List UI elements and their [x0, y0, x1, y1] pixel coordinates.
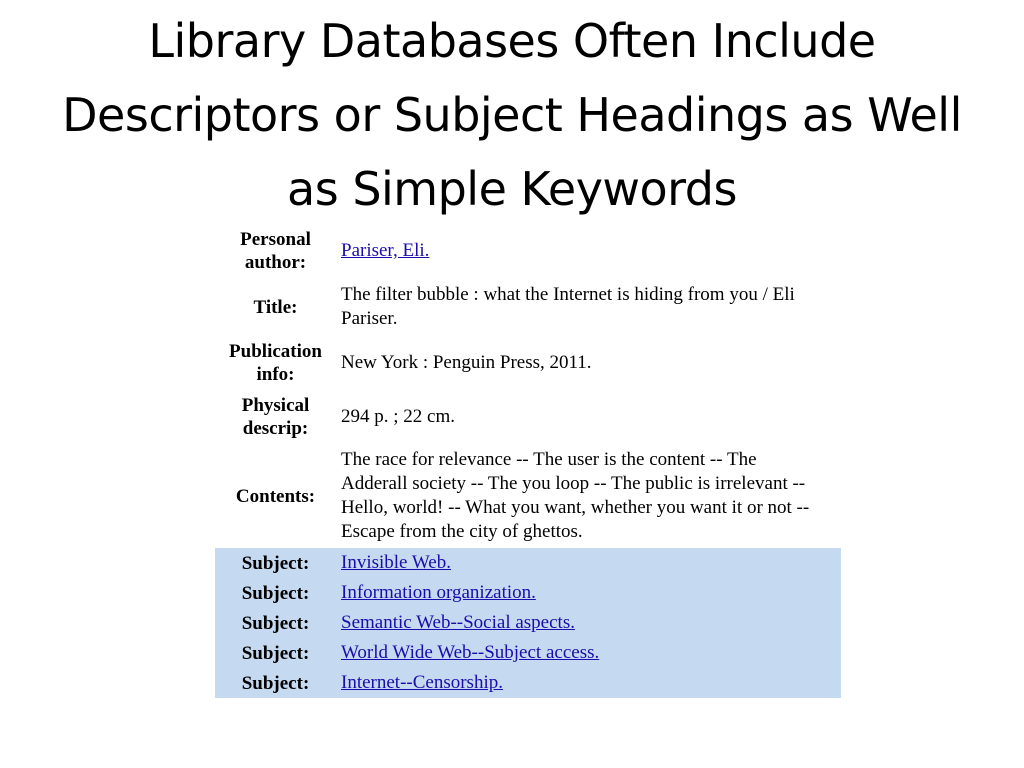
subject-link-internet-censorship[interactable]: Internet--Censorship. — [341, 672, 503, 693]
contents-value: The race for relevance -- The user is the content -- The Adderall society -- The you loop -- The public is irrelevant -- Hello, world! -- What you want, whether you want it or not -- Escape from the city of ghettos. — [341, 449, 810, 542]
contents-label: Contents: — [235, 485, 316, 507]
subject-link-semantic-web[interactable]: Semantic Web--Social aspects. — [341, 612, 575, 633]
catalog-record-table — [215, 224, 841, 698]
record-row-physical-descrip — [215, 390, 841, 444]
subject-label: Subject: — [215, 638, 336, 668]
subject-link-information-organization[interactable]: Information organization. — [341, 582, 536, 603]
title-value: The filter bubble : what the Internet is hiding from you / Eli Pariser. — [341, 284, 795, 329]
publication-info-label: Publication info: — [229, 341, 322, 385]
physical-descrip-label: Physical descrip: — [241, 395, 310, 439]
subject-label: Subject: — [215, 548, 336, 578]
record-row-personal-author — [215, 224, 841, 278]
subject-row — [215, 668, 841, 698]
record-row-title — [215, 278, 841, 336]
title-label: Title: — [253, 296, 298, 318]
subject-label: Subject: — [215, 578, 336, 608]
personal-author-label: Personal author: — [240, 229, 311, 273]
subject-label: Subject: — [215, 668, 336, 698]
subject-row — [215, 578, 841, 608]
personal-author-link[interactable]: Pariser, Eli. — [341, 240, 430, 261]
subject-row — [215, 608, 841, 638]
physical-descrip-value: 294 p. ; 22 cm. — [341, 406, 455, 427]
subject-row — [215, 638, 841, 668]
subject-link-world-wide-web[interactable]: World Wide Web--Subject access. — [341, 642, 600, 663]
publication-info-value: New York : Penguin Press, 2011. — [341, 352, 592, 373]
record-row-contents — [215, 444, 841, 548]
subject-label: Subject: — [215, 608, 336, 638]
slide-title: Library Databases Often Include Descriptors or Subject Headings as Well as Simple Keywords — [62, 14, 962, 216]
subject-link-invisible-web[interactable]: Invisible Web. — [341, 552, 451, 573]
record-row-publication-info — [215, 336, 841, 390]
subject-row — [215, 548, 841, 578]
